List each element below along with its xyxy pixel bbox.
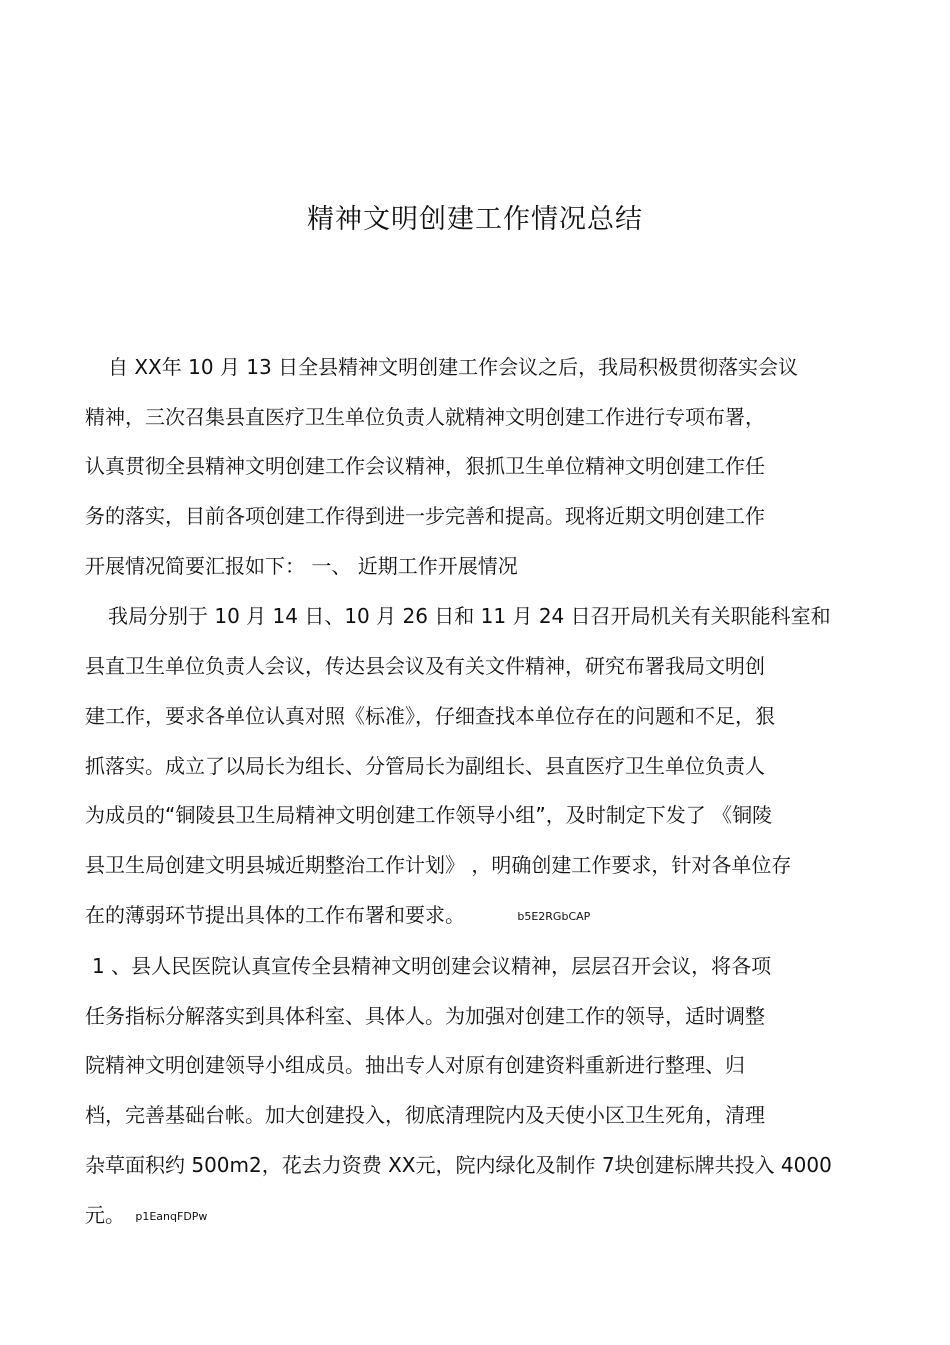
paragraph-line: 我局分别于 10 月 14 日、10 月 26 日和 11 月 24 日召开局机关有关职能科室和 xyxy=(108,604,831,628)
paragraph-text: 在的薄弱环节提出具体的工作布署和要求。 xyxy=(85,903,465,927)
paragraph-line: 建工作，要求各单位认真对照《标准》，仔细查找本单位存在的问题和不足，狠 xyxy=(85,704,775,728)
paragraph-line: 认真贯彻全县精神文明创建工作会议精神，狠抓卫生单位精神文明创建工作任 xyxy=(85,454,765,478)
paragraph-line: 自 XX年 10 月 13 日全县精神文明创建工作会议之后，我局积极贯彻落实会议 xyxy=(108,355,799,379)
paragraph-line: 院精神文明创建领导小组成员。抽出专人对原有创建资料重新进行整理、归 xyxy=(85,1053,745,1077)
reference-code: b5E2RGbCAP xyxy=(517,910,591,923)
document-title: 精神文明创建工作情况总结 xyxy=(307,204,643,235)
paragraph-line: 务的落实，目前各项创建工作得到进一步完善和提高。现将近期文明创建工作 xyxy=(85,504,765,528)
paragraph-text: 元。 xyxy=(85,1203,125,1227)
paragraph-line: 县直卫生单位负责人会议，传达县会议及有关文件精神，研究布署我局文明创 xyxy=(85,654,765,678)
paragraph-line: 1 、县人民医院认真宣传全县精神文明创建会议精神，层层召开会议，将各项 xyxy=(92,954,772,978)
paragraph-line xyxy=(85,900,590,932)
reference-code: p1EanqFDPw xyxy=(135,1210,208,1223)
paragraph-line: 任务指标分解落实到具体科室、具体人。为加强对创建工作的领导，适时调整 xyxy=(85,1004,765,1028)
section-heading-line: 开展情况简要汇报如下： 一、 近期工作开展情况 xyxy=(85,554,518,578)
paragraph-line: 杂草面积约 500m2，花去力资费 XX元，院内绿化及制作 7块创建标牌共投入 4000 xyxy=(85,1153,832,1177)
paragraph-line: 精神，三次召集县直医疗卫生单位负责人就精神文明创建工作进行专项布署， xyxy=(85,405,765,429)
paragraph-line xyxy=(85,1200,207,1232)
paragraph-line: 抓落实。成立了以局长为组长、分管局长为副组长、县直医疗卫生单位负责人 xyxy=(85,754,765,778)
paragraph-line: 为成员的“铜陵县卫生局精神文明创建工作领导小组”，及时制定下发了 《铜陵 xyxy=(85,803,773,827)
paragraph-line: 县卫生局创建文明县城近期整治工作计划》 ，明确创建工作要求，针对各单位存 xyxy=(85,853,792,877)
paragraph-line: 档，完善基础台帐。加大创建投入，彻底清理院内及天使小区卫生死角，清理 xyxy=(85,1103,765,1127)
